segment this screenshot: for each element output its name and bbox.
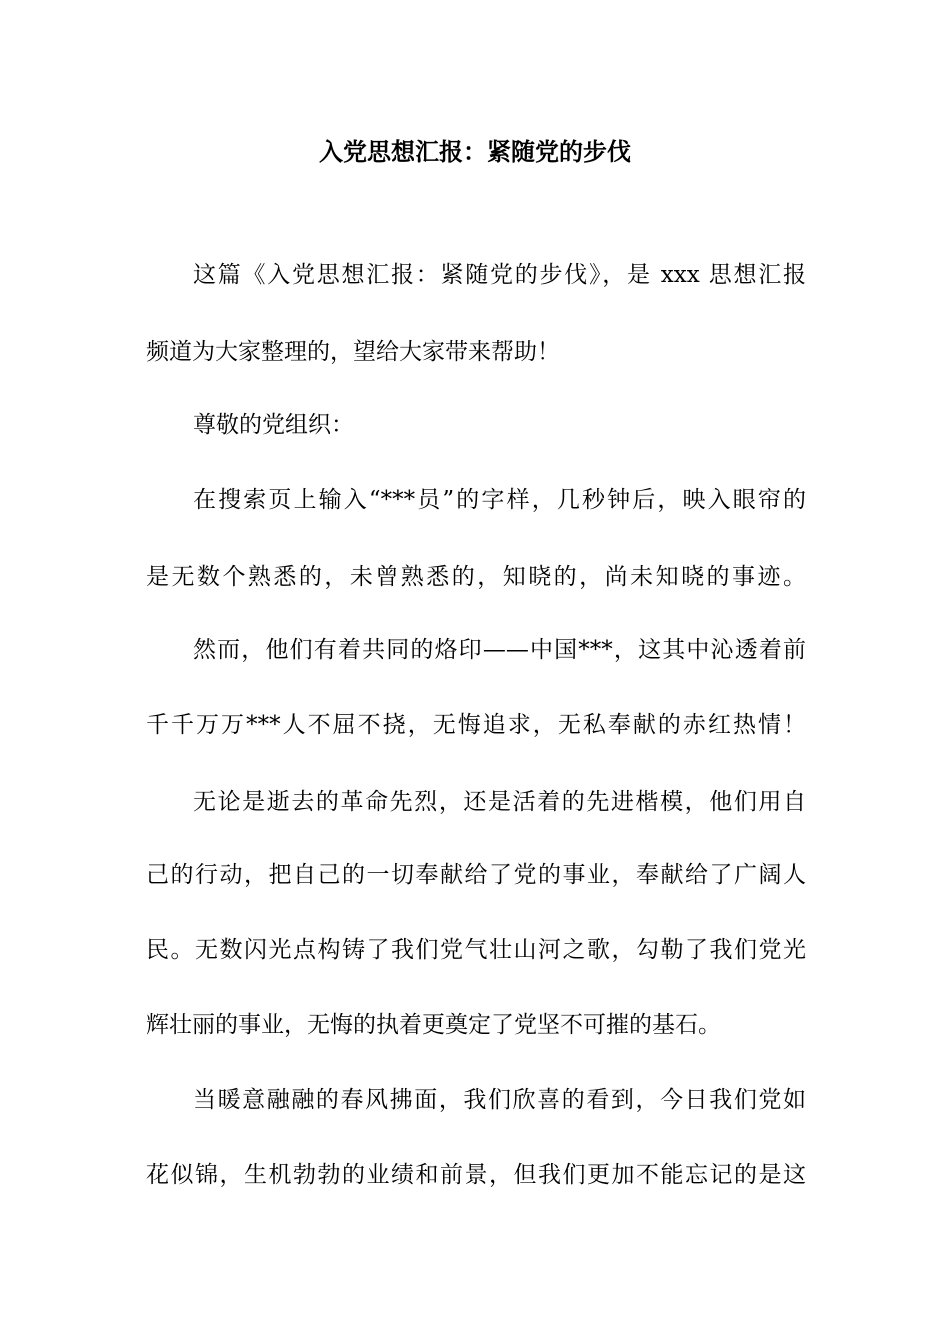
paragraph-line: 这篇《入党思想汇报：紧随党的步伐》，是 xxx 思想汇报 [193,262,806,288]
paragraph-line: 无论是逝去的革命先烈，还是活着的先进楷模，他们用自 [193,789,806,815]
paragraph-line: 在搜索页上输入“***员”的字样，几秒钟后，映入眼帘的 [193,487,806,513]
paragraph-line: 然而，他们有着共同的烙印——中国***，这其中沁透着前 [193,637,806,663]
paragraph-line: 民。无数闪光点构铸了我们党气壮山河之歌，勾勒了我们党光 [146,937,806,963]
paragraph-line: 千千万万***人不屈不挠，无悔追求，无私奉献的赤红热情！ [146,712,806,738]
paragraph-line: 当暖意融融的春风拂面，我们欣喜的看到，今日我们党如 [193,1087,806,1113]
paragraph-line: 频道为大家整理的，望给大家带来帮助！ [146,339,560,365]
paragraph-line: 是无数个熟悉的，未曾熟悉的，知晓的，尚未知晓的事迹。 [146,564,806,590]
salutation-line: 尊敬的党组织： [193,412,354,438]
paragraph-line: 己的行动，把自己的一切奉献给了党的事业，奉献给了广阔人 [146,862,806,888]
paragraph-line: 花似锦，生机勃勃的业绩和前景，但我们更加不能忘记的是这 [146,1162,806,1188]
document-title: 入党思想汇报：紧随党的步伐 [319,137,631,166]
paragraph-line: 辉壮丽的事业，无悔的执着更奠定了党坚不可摧的基石。 [146,1012,721,1038]
